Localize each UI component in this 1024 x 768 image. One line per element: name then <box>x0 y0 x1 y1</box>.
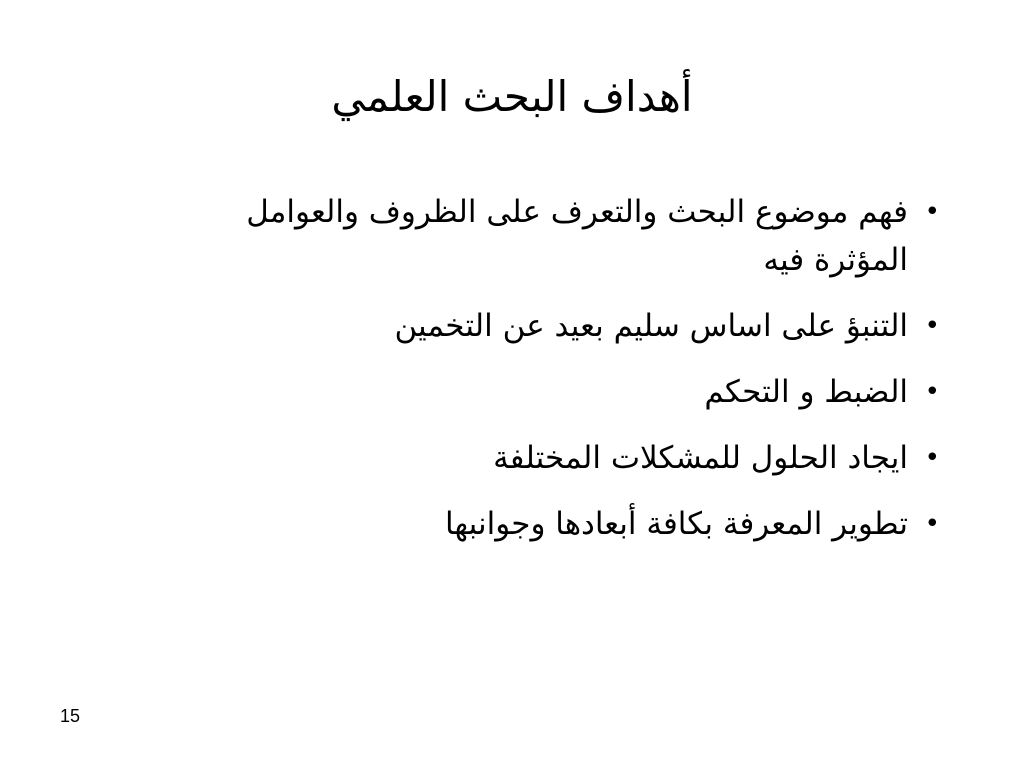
bullet-item: • ايجاد الحلول للمشكلات المختلفة <box>150 434 940 482</box>
bullet-list <box>150 188 940 566</box>
bullet-item: • الضبط و التحكم <box>150 368 940 416</box>
slide-title: أهداف البحث العلمي <box>331 72 693 121</box>
page-number: 15 <box>60 706 81 726</box>
bullet-item: • تطوير المعرفة بكافة أبعادها وجوانبها <box>150 500 940 548</box>
bullet-item: • فهم موضوع البحث والتعرف على الظروف والعوامل المؤثرة فيه <box>150 188 940 284</box>
bullet-item: • التنبؤ على اساس سليم بعيد عن التخمين <box>150 302 940 350</box>
